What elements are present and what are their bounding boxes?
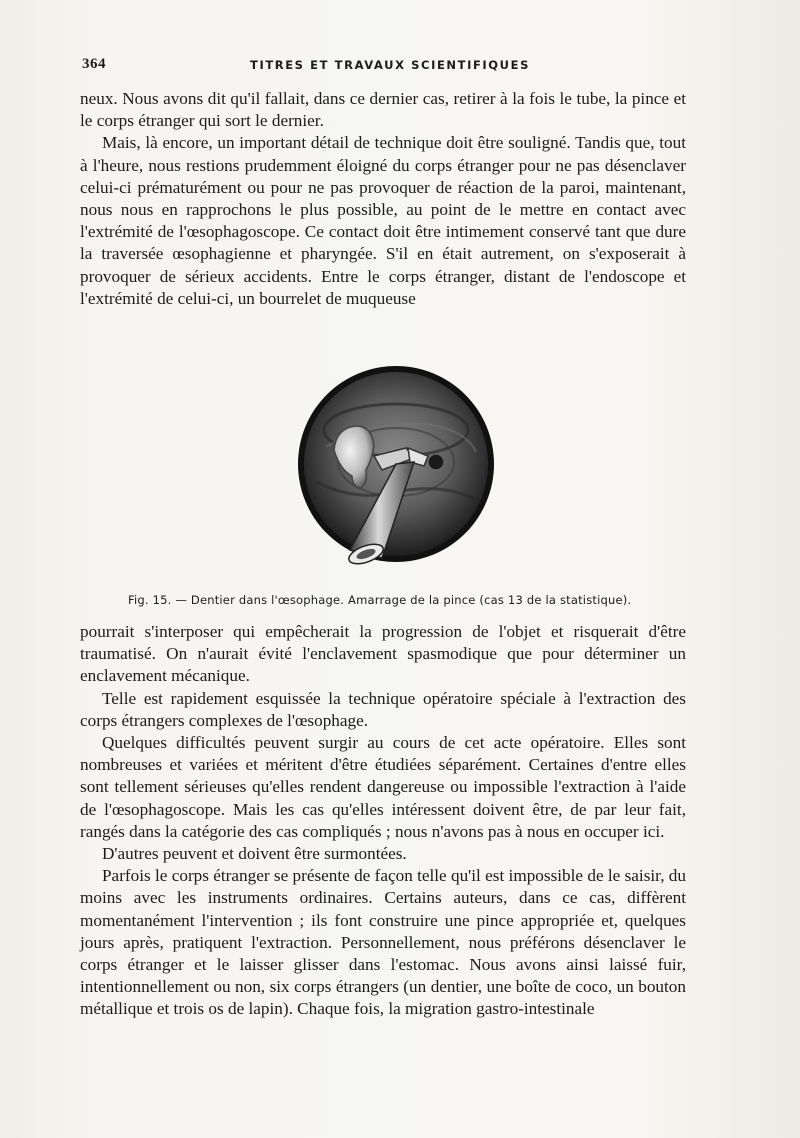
paragraph: Mais, là encore, un important détail de technique doit être souligné. Tandis que, tout à l'heure, nous restions prudemment éloigné du corps étranger pour ne pas désenclaver celui-ci prématurément ou pour ne pas provoquer de réaction de la paroi, maintenant, nous nous en rapprochons le plus possible, au point de le mettre en contact avec l'extrémité de l'œsophagoscope. Ce contact doit être intimement conservé tant que dure la traversée œsophagienne et pharyngée. S'il en était autrement, on s'exposerait à provoquer de sérieux accidents. Entre le corps étranger, distant de l'endoscope et l'extrémité de celui-ci, un bourrelet de muqueuse [80, 133, 686, 308]
body-text-bottom [80, 621, 686, 1021]
paragraph: pourrait s'interposer qui empêcherait la progression de l'objet et risquerait d'être traumatisé. On n'aurait évité l'enclavement spasmodique que pour déterminer un enclavement mécanique. [80, 622, 686, 686]
paragraph: neux. Nous avons dit qu'il fallait, dans ce dernier cas, retirer à la fois le tube, la pince et le corps étranger qui sort le dernier. [80, 89, 686, 131]
endoscope-illustration [296, 352, 496, 576]
paragraph: D'autres peuvent et doivent être surmontées. [102, 844, 407, 864]
running-head: TITRES ET TRAVAUX SCIENTIFIQUES [250, 58, 530, 72]
page-number: 364 [82, 56, 106, 72]
body-text-top [80, 88, 686, 310]
paragraph: Quelques difficultés peuvent surgir au cours de cet acte opératoire. Elles sont nombreuses et variées et méritent d'être étudiées séparément. Certaines d'entre elles sont tellement sérieuses qu'elles rendent dangereuse ou impossible l'extraction à l'aide de l'œsophagoscope. Mais les cas qu'elles intéressent doivent être, de par leur fait, rangés dans la catégorie des cas compliqués ; nous n'avons pas à nous en occuper ici. [80, 733, 686, 841]
figure-endoscopic-view [296, 352, 496, 576]
paragraph: Telle est rapidement esquissée la technique opératoire spéciale à l'extraction des corps étrangers complexes de l'œsophage. [80, 688, 686, 730]
figure-caption: Fig. 15. — Dentier dans l'œsophage. Amarrage de la pince (cas 13 de la statistique). [128, 593, 632, 607]
paragraph: Parfois le corps étranger se présente de façon telle qu'il est impossible de le saisir, du moins avec les instruments ordinaires. Certains auteurs, dans ce cas, diffèrent momentanément l'intervention ; ils font construire une pince appropriée et, quelques jours après, pratiquent l'extraction. Personnellement, nous préférons désenclaver le corps étranger et le laisser glisser dans l'estomac. Nous avons ainsi laissé fuir, intentionnellement ou non, six corps étrangers (un dentier, une boîte de coco, un bouton métallique et trois os de lapin). Chaque fois, la migration gastro-intestinale [80, 866, 686, 1019]
